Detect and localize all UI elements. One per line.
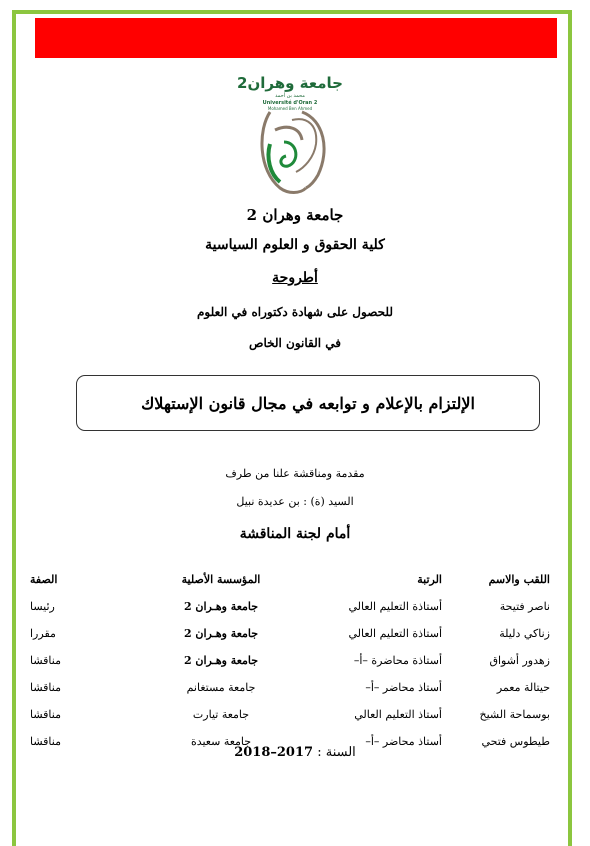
presented-by: مقدمة ومناقشة علنا من طرف (225, 467, 365, 480)
academic-year (0, 745, 590, 760)
university-logo (237, 70, 343, 200)
member-rank: أستاذ محاضر –أ– (365, 735, 442, 748)
member-role: رئيسا (30, 600, 55, 613)
member-rank: أستاذة التعليم العالي (348, 600, 442, 613)
thesis-title: الإلتزام بالإعلام و توابعه في مجال قانون الإستهلاك (141, 393, 475, 413)
table-row (30, 674, 550, 701)
member-role: مناقشا (30, 681, 61, 694)
member-role: مناقشا (30, 735, 61, 748)
table-row (30, 620, 550, 647)
member-rank: أستاذة محاضرة –أ– (353, 654, 442, 667)
member-name: زناكي دليلة (499, 627, 550, 640)
header-name: اللقب والاسم (488, 573, 550, 586)
logo-sub-ar: محمد بن أحمد (275, 93, 305, 99)
member-institution: جامعة سعيدة (190, 735, 252, 748)
committee-title: أمام لجنة المناقشة (239, 526, 351, 542)
year-label: السنة : (317, 745, 356, 760)
member-rank: أستاذة التعليم العالي (348, 627, 442, 640)
member-role: مقررا (30, 627, 56, 640)
logo-name-fr: Université d'Oran 2 (262, 100, 318, 106)
member-name: ناصر فتيحة (499, 600, 550, 613)
candidate-label: السيد (ة) : (303, 495, 354, 508)
table-row (30, 593, 550, 620)
degree-field: في القانون الخاص (248, 336, 342, 350)
document-type (0, 270, 590, 286)
member-name: بوسماحة الشيخ (479, 708, 550, 721)
committee-header-row (30, 566, 550, 593)
table-row (30, 701, 550, 728)
member-institution: جامعة وهـران 2 (183, 654, 259, 667)
logo-name-ar: جامعة وهران2 (237, 74, 343, 92)
candidate-line (0, 495, 590, 508)
year-value: 2018–2017 (234, 745, 314, 760)
thesis-title-box (76, 375, 540, 431)
header-rank: الرتبة (417, 573, 442, 586)
member-institution: جامعة وهـران 2 (183, 627, 259, 640)
member-institution: جامعة وهـران 2 (183, 600, 259, 613)
member-institution: جامعة تيارت (192, 708, 250, 721)
document-type-text: أطروحة (272, 270, 318, 286)
committee-table (30, 566, 550, 755)
member-role: مناقشا (30, 708, 61, 721)
member-name: حيتالة معمر (496, 681, 550, 694)
faculty-name: كلية الحقوق و العلوم السياسية (205, 237, 385, 253)
university-name: جامعة وهران 2 (246, 206, 344, 224)
member-rank: أستاذ محاضر –أ– (365, 681, 442, 694)
member-institution: جامعة مستغانم (186, 681, 256, 694)
table-row (30, 647, 550, 674)
logo-sub-fr: Mohamed Ben Ahmed (267, 106, 313, 111)
member-name: زهدور أشواق (489, 654, 550, 667)
red-banner (35, 18, 557, 58)
degree-purpose: للحصول على شهادة دكتوراه في العلوم (196, 305, 393, 319)
member-name: طيطوس فتحي (481, 735, 550, 748)
header-role: الصفة (30, 573, 58, 586)
member-role: مناقشا (30, 654, 61, 667)
candidate-name: بن عديدة نبيل (236, 495, 300, 508)
member-rank: أستاذ التعليم العالي (354, 708, 442, 721)
header-institution: المؤسسة الأصلية (181, 573, 261, 586)
